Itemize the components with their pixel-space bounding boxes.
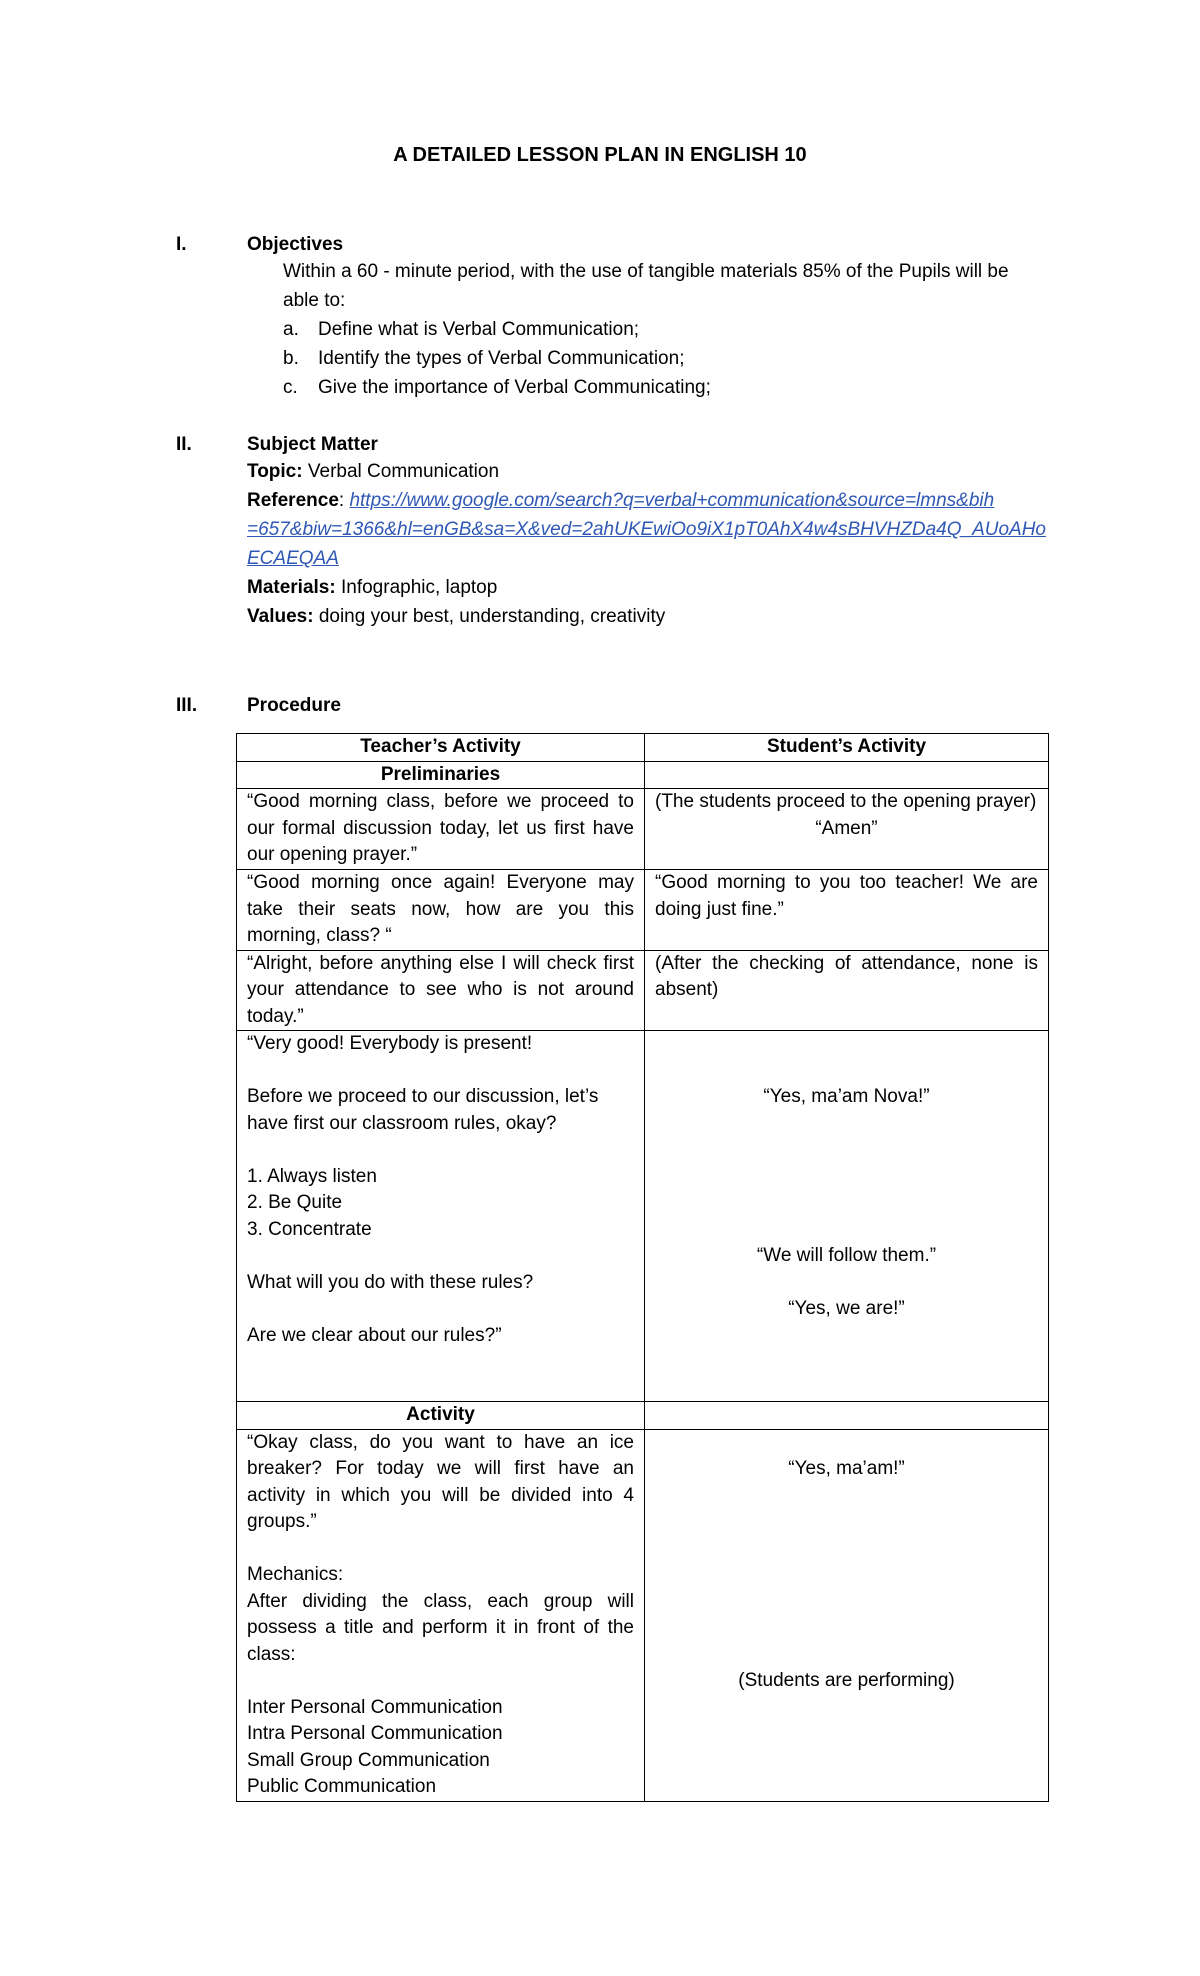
- teacher-line: Before we proceed to our discussion, let’s have first our classroom rules, okay?: [247, 1086, 599, 1134]
- reference-line-3: [247, 545, 339, 573]
- student-cell: [645, 1031, 1049, 1402]
- procedure-heading: Procedure: [247, 695, 341, 716]
- objective-text: Give the importance of Verbal Communicating;: [318, 377, 711, 398]
- table-row: [237, 870, 1049, 951]
- student-line: “Amen”: [815, 817, 878, 839]
- communication-type: Inter Personal Communication: [247, 1696, 503, 1718]
- teacher-line: Mechanics:: [247, 1564, 344, 1585]
- empty-cell: [645, 761, 1049, 789]
- table-row: [237, 1031, 1049, 1402]
- communication-type: Small Group Communication: [247, 1749, 490, 1771]
- reference-link[interactable]: https://www.google.com/search?q=verbal+communication&source=lmns&bih: [349, 490, 995, 511]
- student-line: (The students proceed to the opening prayer): [655, 791, 1037, 812]
- objective-item: [283, 345, 684, 373]
- teacher-line: “Okay class, do you want to have an ice breaker? For today we will first have an activity in which you will be divided into 4 groups.”: [247, 1431, 634, 1532]
- teacher-line: “Good morning class, before we proceed to our formal discussion today, let us first have our opening prayer.”: [247, 791, 634, 865]
- teacher-cell: [237, 950, 645, 1031]
- teacher-cell: [237, 870, 645, 951]
- objective-item: [283, 316, 639, 344]
- objective-letter: b.: [283, 348, 299, 369]
- page-title: A DETAILED LESSON PLAN IN ENGLISH 10: [393, 144, 807, 166]
- reference-line-2: [247, 516, 1046, 544]
- values-value: doing your best, understanding, creativity: [318, 606, 666, 627]
- student-line: (After the checking of attendance, none is absent): [655, 952, 1038, 1000]
- teacher-line: “Good morning once again! Everyone may take their seats now, how are you this morning, class? “: [247, 872, 634, 946]
- student-line: “Yes, ma’am Nova!”: [763, 1086, 930, 1107]
- values-label: Values:: [247, 606, 314, 627]
- subject-heading: Subject Matter: [247, 434, 378, 455]
- student-cell: [645, 1429, 1049, 1801]
- student-cell: [645, 870, 1049, 951]
- topic-value: Verbal Communication: [307, 461, 500, 482]
- student-activity-header: Student’s Activity: [645, 734, 1049, 762]
- objective-letter: c.: [283, 377, 298, 398]
- table-row: [237, 1402, 1049, 1430]
- table-row: [237, 761, 1049, 789]
- topic-line: [247, 458, 499, 486]
- communication-type: Intra Personal Communication: [247, 1723, 503, 1744]
- procedure-table: [236, 733, 1049, 1802]
- teacher-activity-header: Teacher’s Activity: [237, 734, 645, 762]
- table-row: [237, 789, 1049, 870]
- teacher-cell: [237, 1429, 645, 1801]
- student-line: “Yes, ma’am!”: [788, 1458, 905, 1479]
- materials-value: Infographic, laptop: [340, 577, 498, 598]
- objective-item: [283, 374, 711, 402]
- reference-line: [247, 487, 994, 515]
- objectives-heading: Objectives: [247, 234, 344, 255]
- reference-link-end[interactable]: ECAEQAA: [247, 548, 339, 569]
- student-cell: [645, 950, 1049, 1031]
- rule-item: 2. Be Quite: [247, 1192, 343, 1213]
- rule-item: 3. Concentrate: [247, 1218, 372, 1240]
- student-line: “We will follow them.”: [756, 1245, 937, 1266]
- teacher-line: “Alright, before anything else I will check first your attendance to see who is not around today.”: [247, 952, 634, 1027]
- reference-colon: :: [338, 490, 345, 511]
- section-number-procedure: III.: [176, 695, 198, 716]
- values-line: [247, 603, 665, 631]
- topic-label: Topic:: [247, 461, 303, 482]
- materials-label: Materials:: [247, 577, 336, 598]
- teacher-line: Are we clear about our rules?”: [247, 1324, 502, 1346]
- objectives-intro-line-2: able to:: [283, 290, 346, 311]
- student-line: “Yes, we are!”: [788, 1298, 905, 1319]
- objective-text: Define what is Verbal Communication;: [318, 319, 640, 340]
- table-header-row: [237, 734, 1049, 762]
- rule-item: 1. Always listen: [247, 1165, 377, 1187]
- table-row: [237, 950, 1049, 1031]
- student-cell: [645, 789, 1049, 870]
- activity-label: Activity: [237, 1402, 645, 1430]
- communication-type: Public Communication: [247, 1776, 437, 1797]
- section-number-objectives: I.: [176, 234, 187, 255]
- teacher-line: “Very good! Everybody is present!: [247, 1033, 533, 1054]
- table-row: [237, 1429, 1049, 1801]
- teacher-cell: [237, 789, 645, 870]
- teacher-line: After dividing the class, each group will possess a title and perform it in front of the class:: [247, 1590, 634, 1665]
- preliminaries-label: Preliminaries: [237, 761, 645, 789]
- objective-text: Identify the types of Verbal Communication;: [318, 348, 685, 369]
- student-line: “Good morning to you too teacher! We are doing just fine.”: [655, 872, 1038, 920]
- teacher-line: What will you do with these rules?: [247, 1271, 534, 1293]
- section-number-subject: II.: [176, 434, 192, 455]
- reference-label: Reference: [247, 490, 339, 511]
- objectives-intro-line-1: Within a 60 - minute period, with the use of tangible materials 85% of the Pupils will be: [283, 261, 1009, 282]
- empty-cell: [645, 1402, 1049, 1430]
- student-line: (Students are performing): [738, 1670, 955, 1691]
- objective-letter: a.: [283, 319, 299, 340]
- materials-line: [247, 574, 497, 602]
- teacher-cell: [237, 1031, 645, 1402]
- reference-link-cont[interactable]: =657&biw=1366&hl=enGB&sa=X&ved=2ahUKEwiOo9iX1pT0AhX4w4sBHVHZDa4Q_AUoAHo: [247, 519, 1047, 540]
